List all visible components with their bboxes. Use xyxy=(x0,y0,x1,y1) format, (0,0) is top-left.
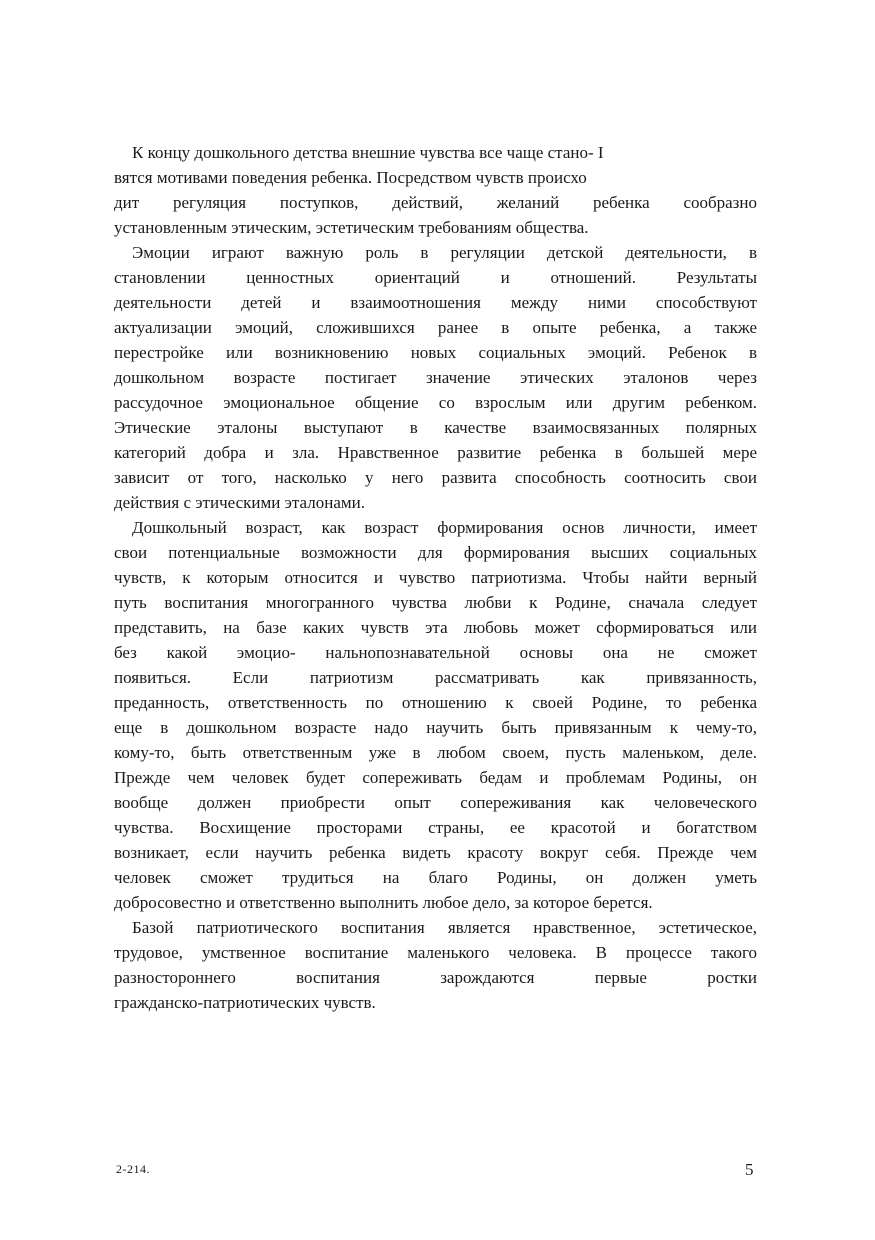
text-line: К концу дошкольного детства внешние чувства все чаще стано- I xyxy=(132,143,604,162)
text-line: рассудочное эмоциональное общение со взрослым или другим ребенком. xyxy=(114,393,757,412)
text-line: Прежде чем человек будет сопереживать бедам и проблемам Родины, он xyxy=(114,768,757,787)
text-line: появиться. Если патриотизм рассматривать как привязанность, xyxy=(114,668,757,687)
text-line: свои потенциальные возможности для формирования высших социальных xyxy=(114,543,757,562)
footer-code: 2-214. xyxy=(116,1162,150,1176)
text-line: вятся мотивами поведения ребенка. Посредством чувств происхо xyxy=(114,168,587,187)
text-line: Эмоции играют важную роль в регуляции детской деятельности, в xyxy=(132,243,757,262)
text-line: путь воспитания многогранного чувства любви к Родине, сначала следует xyxy=(114,593,757,612)
text-line: представить, на базе каких чувств эта любовь может сформироваться или xyxy=(114,618,757,637)
text-line: разностороннего воспитания зарождаются первые ростки xyxy=(114,968,757,987)
text-line: Этические эталоны выступают в качестве взаимосвязанных полярных xyxy=(114,418,757,437)
text-line: человек сможет трудиться на благо Родины, он должен уметь xyxy=(114,868,757,887)
text-line: становлении ценностных ориентаций и отношений. Результаты xyxy=(114,268,757,287)
document-body xyxy=(114,140,757,1015)
text-line: чувств, к которым относится и чувство патриотизма. Чтобы найти верный xyxy=(114,568,757,587)
text-line: актуализации эмоций, сложившихся ранее в опыте ребенка, а также xyxy=(114,318,757,337)
text-line: вообще должен приобрести опыт сопереживания как человеческого xyxy=(114,793,757,812)
text-line: Дошкольный возраст, как возраст формирования основ личности, имеет xyxy=(132,518,757,537)
text-line: деятельности детей и взаимоотношения между ними способствуют xyxy=(114,293,757,312)
text-line: кому-то, быть ответственным уже в любом своем, пусть маленьком, деле. xyxy=(114,743,757,762)
text-line: установленным этическим, эстетическим требованиям общества. xyxy=(114,218,589,237)
text-line: трудовое, умственное воспитание маленького человека. В процессе такого xyxy=(114,943,757,962)
page-number: 5 xyxy=(745,1160,754,1179)
text-line: дит регуляция поступков, действий, желаний ребенка сообразно xyxy=(114,193,757,212)
text-line: Базой патриотического воспитания является нравственное, эстетическое, xyxy=(132,918,757,937)
text-line: возникает, если научить ребенка видеть красоту вокруг себя. Прежде чем xyxy=(114,843,757,862)
text-line: еще в дошкольном возрасте надо научить быть привязанным к чему-то, xyxy=(114,718,757,737)
text-line: категорий добра и зла. Нравственное развитие ребенка в большей мере xyxy=(114,443,757,462)
text-line: перестройке или возникновению новых социальных эмоций. Ребенок в xyxy=(114,343,757,362)
text-line: дошкольном возрасте постигает значение этических эталонов через xyxy=(114,368,757,387)
text-line: без какой эмоцио- нальнопознавательной основы она не сможет xyxy=(114,643,757,662)
text-line: добросовестно и ответственно выполнить любое дело, за которое берется. xyxy=(114,893,653,912)
text-line: действия с этическими эталонами. xyxy=(114,493,365,512)
text-line: чувства. Восхищение просторами страны, ее красотой и богатством xyxy=(114,818,757,837)
text-line: гражданско-патриотических чувств. xyxy=(114,993,376,1012)
text-line: преданность, ответственность по отношению к своей Родине, то ребенка xyxy=(114,693,757,712)
text-line: зависит от того, насколько у него развита способность соотносить свои xyxy=(114,468,757,487)
